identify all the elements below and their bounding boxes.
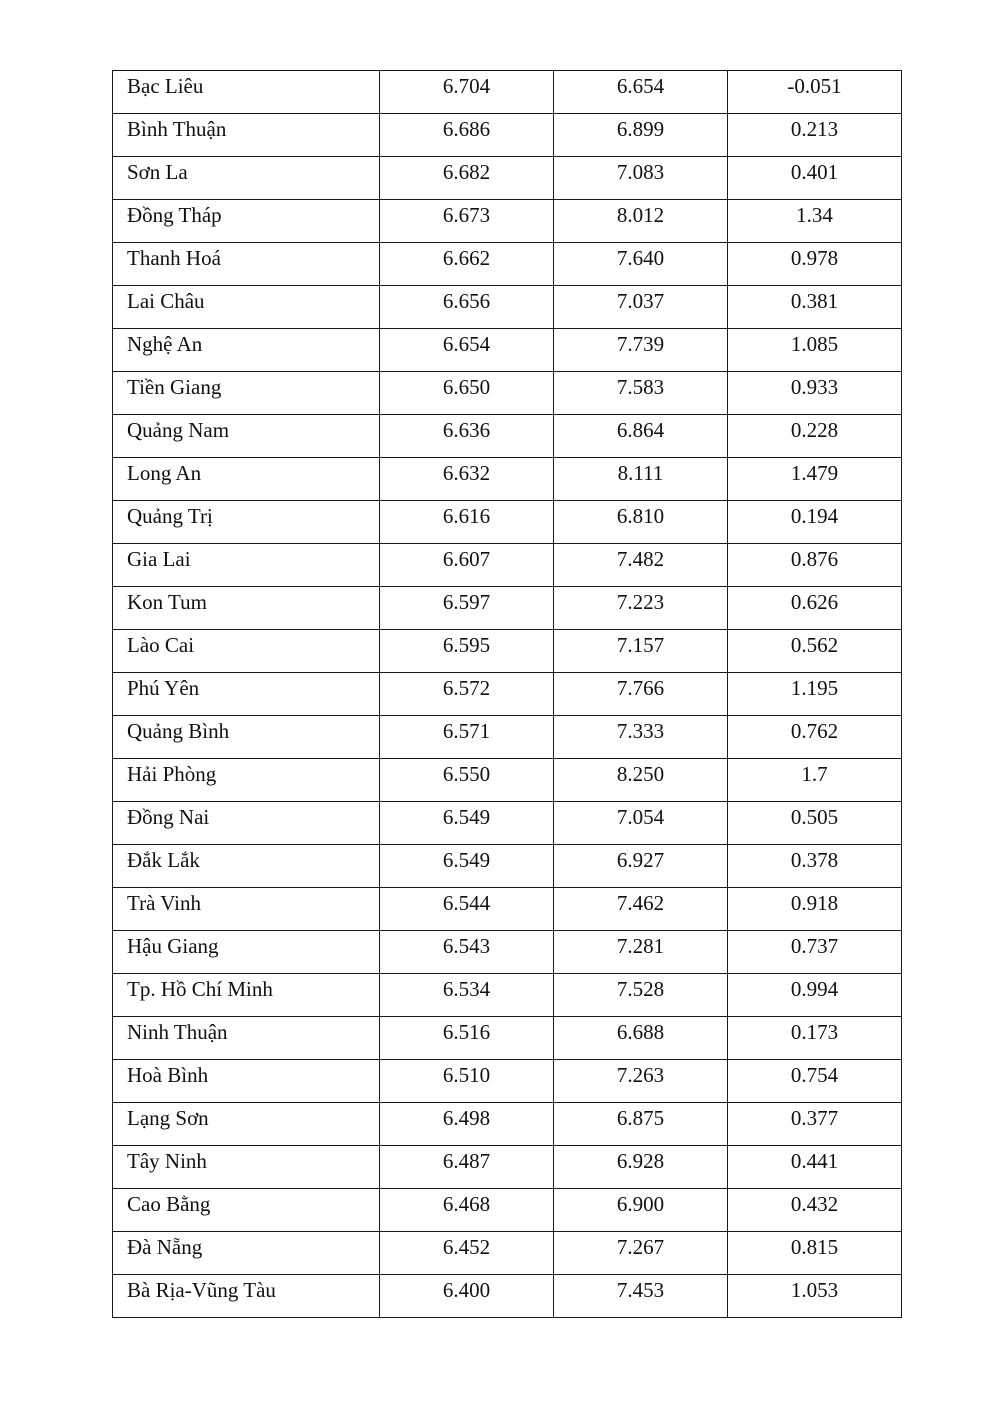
value-2-cell: 7.037	[554, 286, 728, 329]
difference-cell: 1.34	[728, 200, 902, 243]
table-row	[113, 630, 902, 673]
difference-cell: 0.228	[728, 415, 902, 458]
province-name-cell: Quảng Nam	[113, 415, 380, 458]
province-name-cell: Thanh Hoá	[113, 243, 380, 286]
difference-cell: 0.762	[728, 716, 902, 759]
value-1-cell: 6.595	[380, 630, 554, 673]
difference-cell: 0.754	[728, 1060, 902, 1103]
province-name-cell: Tp. Hồ Chí Minh	[113, 974, 380, 1017]
value-1-cell: 6.544	[380, 888, 554, 931]
difference-cell: 1.053	[728, 1275, 902, 1318]
table-row	[113, 372, 902, 415]
difference-cell: 0.876	[728, 544, 902, 587]
difference-cell: 0.213	[728, 114, 902, 157]
province-name-cell: Nghệ An	[113, 329, 380, 372]
province-name-cell: Lai Châu	[113, 286, 380, 329]
table-body	[113, 71, 902, 1318]
table-row	[113, 759, 902, 802]
value-1-cell: 6.616	[380, 501, 554, 544]
value-1-cell: 6.607	[380, 544, 554, 587]
value-1-cell: 6.654	[380, 329, 554, 372]
table-row	[113, 931, 902, 974]
value-2-cell: 6.900	[554, 1189, 728, 1232]
table-row	[113, 1189, 902, 1232]
value-1-cell: 6.597	[380, 587, 554, 630]
value-2-cell: 7.640	[554, 243, 728, 286]
value-2-cell: 7.739	[554, 329, 728, 372]
table-row	[113, 200, 902, 243]
value-2-cell: 7.157	[554, 630, 728, 673]
value-2-cell: 7.583	[554, 372, 728, 415]
difference-cell: 0.626	[728, 587, 902, 630]
value-1-cell: 6.572	[380, 673, 554, 716]
value-2-cell: 8.250	[554, 759, 728, 802]
table-row	[113, 544, 902, 587]
table-row	[113, 1103, 902, 1146]
value-1-cell: 6.452	[380, 1232, 554, 1275]
table-row	[113, 845, 902, 888]
table-row	[113, 888, 902, 931]
value-1-cell: 6.636	[380, 415, 554, 458]
value-2-cell: 6.928	[554, 1146, 728, 1189]
difference-cell: 0.194	[728, 501, 902, 544]
difference-cell: 0.815	[728, 1232, 902, 1275]
difference-cell: 0.933	[728, 372, 902, 415]
difference-cell: 1.7	[728, 759, 902, 802]
province-name-cell: Lạng Sơn	[113, 1103, 380, 1146]
value-1-cell: 6.632	[380, 458, 554, 501]
province-name-cell: Đồng Nai	[113, 802, 380, 845]
table-row	[113, 114, 902, 157]
difference-cell: 0.562	[728, 630, 902, 673]
value-1-cell: 6.510	[380, 1060, 554, 1103]
value-2-cell: 6.899	[554, 114, 728, 157]
table-row	[113, 71, 902, 114]
value-2-cell: 8.111	[554, 458, 728, 501]
table-row	[113, 1232, 902, 1275]
value-1-cell: 6.534	[380, 974, 554, 1017]
difference-cell: 0.505	[728, 802, 902, 845]
value-2-cell: 7.054	[554, 802, 728, 845]
province-name-cell: Hải Phòng	[113, 759, 380, 802]
province-name-cell: Bạc Liêu	[113, 71, 380, 114]
value-1-cell: 6.487	[380, 1146, 554, 1189]
difference-cell: 0.401	[728, 157, 902, 200]
value-2-cell: 7.083	[554, 157, 728, 200]
value-1-cell: 6.662	[380, 243, 554, 286]
value-2-cell: 7.223	[554, 587, 728, 630]
value-1-cell: 6.682	[380, 157, 554, 200]
value-1-cell: 6.549	[380, 845, 554, 888]
province-name-cell: Trà Vinh	[113, 888, 380, 931]
value-1-cell: 6.656	[380, 286, 554, 329]
province-name-cell: Phú Yên	[113, 673, 380, 716]
value-2-cell: 7.462	[554, 888, 728, 931]
value-1-cell: 6.400	[380, 1275, 554, 1318]
value-2-cell: 6.688	[554, 1017, 728, 1060]
value-2-cell: 7.482	[554, 544, 728, 587]
difference-cell: 1.479	[728, 458, 902, 501]
value-2-cell: 7.267	[554, 1232, 728, 1275]
table-row	[113, 673, 902, 716]
value-1-cell: 6.516	[380, 1017, 554, 1060]
table-row	[113, 157, 902, 200]
value-2-cell: 6.810	[554, 501, 728, 544]
value-1-cell: 6.543	[380, 931, 554, 974]
difference-cell: -0.051	[728, 71, 902, 114]
table-row	[113, 415, 902, 458]
province-name-cell: Tiền Giang	[113, 372, 380, 415]
difference-cell: 1.195	[728, 673, 902, 716]
value-1-cell: 6.571	[380, 716, 554, 759]
province-name-cell: Đồng Tháp	[113, 200, 380, 243]
province-name-cell: Cao Bằng	[113, 1189, 380, 1232]
value-1-cell: 6.498	[380, 1103, 554, 1146]
difference-cell: 0.377	[728, 1103, 902, 1146]
value-1-cell: 6.650	[380, 372, 554, 415]
province-name-cell: Bà Rịa-Vũng Tàu	[113, 1275, 380, 1318]
value-2-cell: 7.281	[554, 931, 728, 974]
value-2-cell: 7.528	[554, 974, 728, 1017]
difference-cell: 0.378	[728, 845, 902, 888]
value-2-cell: 6.864	[554, 415, 728, 458]
province-name-cell: Bình Thuận	[113, 114, 380, 157]
table-row	[113, 286, 902, 329]
table-row	[113, 458, 902, 501]
table-row	[113, 243, 902, 286]
province-name-cell: Quảng Trị	[113, 501, 380, 544]
value-1-cell: 6.468	[380, 1189, 554, 1232]
province-name-cell: Tây Ninh	[113, 1146, 380, 1189]
value-1-cell: 6.549	[380, 802, 554, 845]
province-name-cell: Đà Nẵng	[113, 1232, 380, 1275]
province-name-cell: Hoà Bình	[113, 1060, 380, 1103]
value-1-cell: 6.686	[380, 114, 554, 157]
table-row	[113, 329, 902, 372]
difference-cell: 0.441	[728, 1146, 902, 1189]
table-row	[113, 1275, 902, 1318]
value-2-cell: 7.263	[554, 1060, 728, 1103]
value-2-cell: 7.766	[554, 673, 728, 716]
value-2-cell: 6.654	[554, 71, 728, 114]
table-row	[113, 1146, 902, 1189]
difference-cell: 0.918	[728, 888, 902, 931]
table-row	[113, 716, 902, 759]
value-2-cell: 6.875	[554, 1103, 728, 1146]
value-1-cell: 6.550	[380, 759, 554, 802]
province-name-cell: Ninh Thuận	[113, 1017, 380, 1060]
province-score-table	[112, 70, 902, 1318]
value-2-cell: 7.453	[554, 1275, 728, 1318]
difference-cell: 0.737	[728, 931, 902, 974]
province-name-cell: Sơn La	[113, 157, 380, 200]
value-1-cell: 6.673	[380, 200, 554, 243]
province-name-cell: Lào Cai	[113, 630, 380, 673]
difference-cell: 0.381	[728, 286, 902, 329]
difference-cell: 0.978	[728, 243, 902, 286]
province-name-cell: Hậu Giang	[113, 931, 380, 974]
value-2-cell: 8.012	[554, 200, 728, 243]
province-name-cell: Long An	[113, 458, 380, 501]
difference-cell: 0.994	[728, 974, 902, 1017]
table-row	[113, 587, 902, 630]
table-row	[113, 802, 902, 845]
province-name-cell: Gia Lai	[113, 544, 380, 587]
table-row	[113, 501, 902, 544]
value-2-cell: 7.333	[554, 716, 728, 759]
province-name-cell: Kon Tum	[113, 587, 380, 630]
difference-cell: 0.432	[728, 1189, 902, 1232]
province-name-cell: Đắk Lắk	[113, 845, 380, 888]
table-row	[113, 974, 902, 1017]
difference-cell: 0.173	[728, 1017, 902, 1060]
value-1-cell: 6.704	[380, 71, 554, 114]
table-row	[113, 1060, 902, 1103]
province-name-cell: Quảng Bình	[113, 716, 380, 759]
value-2-cell: 6.927	[554, 845, 728, 888]
difference-cell: 1.085	[728, 329, 902, 372]
table-row	[113, 1017, 902, 1060]
